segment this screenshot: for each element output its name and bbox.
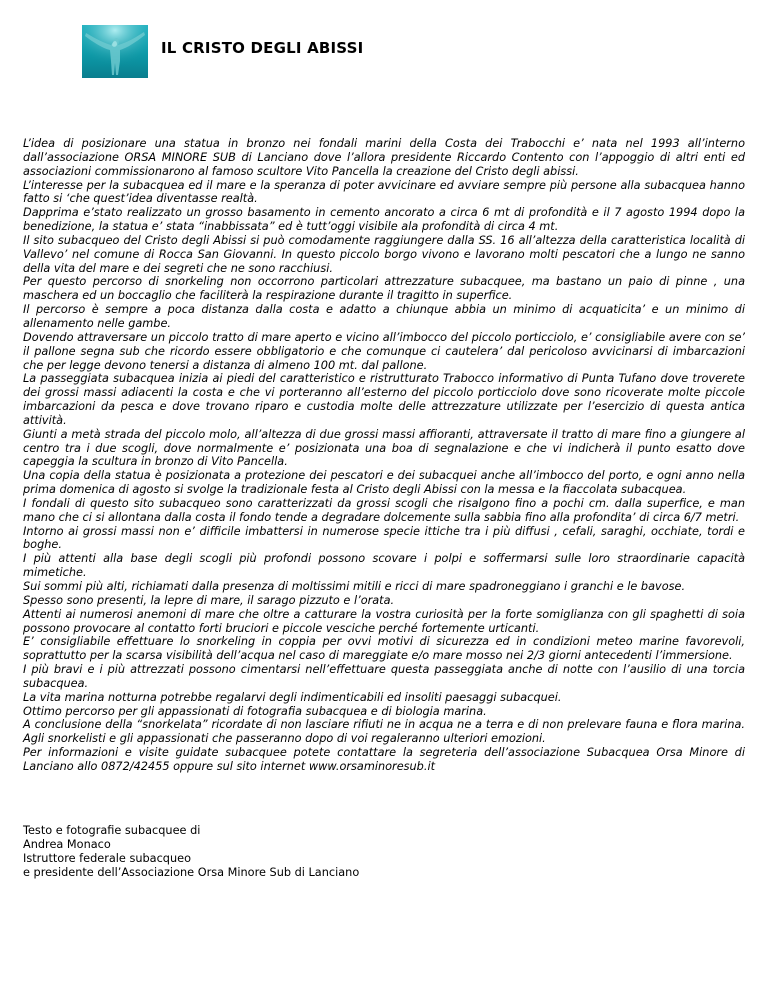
paragraph: I più bravi e i più attrezzati possono cimentarsi nell’effettuare questa passeggiata anche di notte con l’ausilio di una torcia subacquea. — [23, 663, 745, 690]
paragraph: Attenti ai numerosi anemoni di mare che oltre a catturare la vostra curiosità per la forte somiglianza con gli spaghetti di soia possono provocare al contatto forti bruciori e piccole vesciche perché fortemente urticanti. — [23, 607, 745, 635]
paragraph: Il percorso è sempre a poca distanza dalla costa e adatto a chiunque abbia un minimo di acquaticita’ e un minimo di allenamento nelle gambe. — [23, 303, 745, 330]
page-title: IL CRISTO DEGLI ABISSI — [161, 39, 364, 57]
underwater-christ-statue-icon — [82, 25, 148, 78]
paragraph: Intorno ai grossi massi non e’ difficile imbattersi in numerose specie ittiche tra i più diffusi , cefali, saraghi, occhiate, tordi e boghe. — [23, 524, 745, 552]
paragraph: L’interesse per la subacquea ed il mare e la speranza di poter avvicinare ed avviare sempre più persone alla subacquea hanno fatto si ‘che quest’idea diventasse realtà. — [23, 178, 745, 206]
paragraph: A conclusione della “snorkelata” ricordate di non lasciare rifiuti ne in acqua ne a terra e di non prelevare fauna e flora marina. Agli snorkelisti e gli appassionati che passeranno dopo di voi regaleranno ulteriori emozioni. — [23, 718, 745, 746]
author-name: Andrea Monaco — [23, 838, 111, 851]
paragraph: Giunti a metà strada del piccolo molo, all’altezza di due grossi massi affioranti, attraversate il tratto di mare fino a giungere al centro tra i due scogli, dove normalmente e’ posizionata una boa di segnalazione e che vi indicherà il punto esatto dove capeggia la scultura in bronzo di Vito Pancella. — [23, 427, 745, 469]
article-body — [23, 137, 745, 774]
paragraph: Spesso sono presenti, la lepre di mare, il sarago pizzuto e l’orata. — [23, 593, 395, 607]
paragraph: Per informazioni e visite guidate subacquee potete contattare la segreteria dell’associazione Subacquea Orsa Minore di Lanciano allo 0872/42455 oppure sul sito internet www.orsaminoresub.it — [23, 746, 745, 773]
paragraph: Dapprima e’stato realizzato un grosso basamento in cemento ancorato a circa 6 mt di profondità e il 7 agosto 1994 dopo la benedizione, la statua e’ stata “inabbissata” ed è tutt’oggi visibile ala profondità di circa 4 mt. — [23, 206, 745, 234]
author-affiliation: e presidente dell’Associazione Orsa Minore Sub di Lanciano — [23, 866, 360, 879]
paragraph: Il sito subacqueo del Cristo degli Abissi si può comodamente raggiungere dalla SS. 16 all’altezza della caratteristica località di Vallevo’ nel comune di Rocca San Giovanni. In questo piccolo borgo vivono e lavorano molti pescatori che a lungo ne sanno della vita del mare e dei segreti che ne sono racchiusi. — [23, 233, 745, 275]
paragraph: Una copia della statua è posizionata a protezione dei pescatori e dei subacquei anche all’imbocco del porto, e ogni anno nella prima domenica di agosto si svolge la tradizionale festa al Cristo degli Abissi con la messa e la fiaccolata subacquea. — [23, 469, 745, 497]
paragraph: L’idea di posizionare una statua in bronzo nei fondali marini della Costa dei Trabocchi e’ nata nel 1993 all’interno dall’associazione ORSA MINORE SUB di Lanciano dove l’allora presidente Riccardo Contento con l’appoggio di altri enti ed associazioni commissionarono al famoso scultore Vito Pancella la creazione del Cristo degli abissi. — [23, 137, 745, 178]
author-role: Istruttore federale subacqueo — [23, 852, 191, 865]
paragraph: I fondali di questo sito subacqueo sono caratterizzati da grossi scogli che risalgono fino a pochi cm. dalla superfice, e man mano che ci si allontana dalla costa il fondo tende a degradare dolcemente sulla sabbia fino alla profondita’ di circa 6/7 metri. — [23, 496, 745, 524]
paragraph: Ottimo percorso per gli appassionati di fotografia subacquea e di biologia marina. — [23, 704, 487, 718]
paragraph: La passeggiata subacquea inizia ai piedi del caratteristico e ristrutturato Trabocco informativo di Punta Tufano dove troverete dei grossi massi adiacenti la costa e che vi porteranno all’esterno del piccolo porticciolo dove sono ricoverate molte piccole imbarcazioni da pesca e dove trovano riparo e custodia molte delle attrezzature utilizzate per l’esercizio di questa antica attività. — [23, 372, 745, 427]
paragraph: Per questo percorso di snorkeling non occorrono particolari attrezzature subacquee, ma bastano un paio di pinne , una maschera ed un boccaglio che faciliterà la respirazione durante il tragitto in superfice. — [23, 275, 745, 303]
credit-line: Testo e fotografie subacquee di — [23, 824, 201, 837]
paragraph: Dovendo attraversare un piccolo tratto di mare aperto e vicino all’imbocco del piccolo porticciolo, e’ consigliabile avere con se’ il pallone segna sub che ricordo essere obbligatorio e che comunque ci cautelera’ dal pericoloso avvicinarsi di imbarcazioni che per legge devono tenersi a distanza di almeno 100 mt. dal pallone. — [23, 330, 745, 372]
paragraph: Sui sommi più alti, richiamati dalla presenza di moltissimi mitili e ricci di mare spadroneggiano i granchi e le bavose. — [23, 580, 686, 593]
paragraph: La vita marina notturna potrebbe regalarvi degli indimenticabili ed insoliti paesaggi subacquei. — [23, 690, 562, 704]
paragraph: I più attenti alla base degli scogli più profondi possono scovare i polpi e soffermarsi sulle loro straordinarie capacità mimetiche. — [23, 552, 745, 580]
author-credits — [23, 824, 623, 880]
page-header — [82, 25, 722, 79]
paragraph: E’ consigliabile effettuare lo snorkeling in coppia per ovvi motivi di sicurezza ed in condizioni meteo marine favorevoli, soprattutto per la scarsa visibilità dell’acqua nel caso di mareggiate e/o mare mosso nei 2/3 giorni antecedenti l’immersione. — [23, 635, 745, 663]
